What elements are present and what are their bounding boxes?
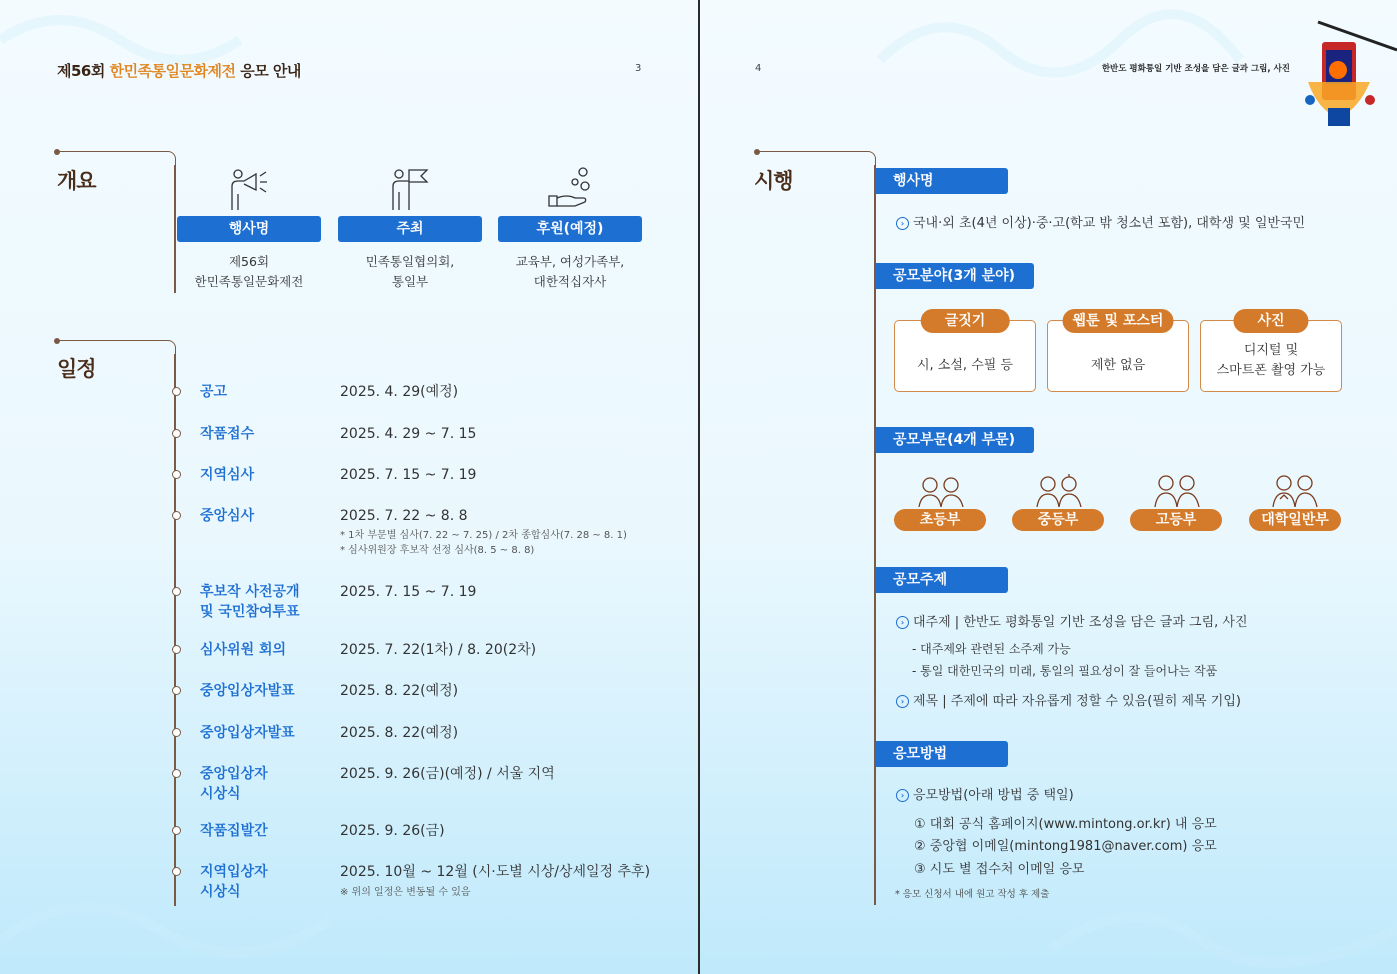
timeline-node <box>172 429 181 438</box>
field-card-writing <box>894 313 1036 392</box>
schedule-label: 중앙입상자발표 <box>200 683 295 699</box>
title-highlight: 한민족통일문화제전 <box>109 62 236 80</box>
timeline-node <box>172 587 181 596</box>
timeline-node <box>172 470 181 479</box>
schedule-label: 중앙입상자 시상식 <box>200 766 268 802</box>
field-card-title: 글짓기 <box>921 309 1010 333</box>
timeline-node <box>172 686 181 695</box>
title-prefix: 제56회 <box>57 62 110 80</box>
division-pill: 대학일반부 <box>1249 509 1341 531</box>
method-option-3: ③ 시도 별 접수처 이메일 응모 <box>914 862 1085 877</box>
theme-main-line <box>896 611 1248 630</box>
timeline-node <box>172 867 181 876</box>
field-card-desc: 제한 없음 <box>1090 358 1146 373</box>
schedule-note: * 1차 부문별 심사(7. 22 ~ 7. 25) / 2차 종합심사(7. 28 ~ 8. 1) * 심사위원장 후보작 선정 심사(8. 5 ~ 8. 8) <box>340 530 627 556</box>
title-suffix: 응모 안내 <box>235 62 301 80</box>
schedule-date: 2025. 8. 22(예정) <box>340 683 459 699</box>
schedule-date-text: 2025. 7. 22 ~ 8. 8 <box>340 508 468 524</box>
schedule-date: 2025. 4. 29 ~ 7. 15 <box>340 426 477 442</box>
division-pill: 중등부 <box>1012 509 1104 531</box>
field-card-webtoon <box>1047 313 1189 392</box>
division-pill: 초등부 <box>894 509 986 531</box>
schedule-label: 후보작 사전공개 및 국민참여투표 <box>200 584 300 620</box>
schedule-date: 2025. 9. 26(금) <box>340 823 445 839</box>
overview-heading: 개요 <box>57 169 96 193</box>
field-card-title: 웹툰 및 포스터 <box>1063 309 1174 333</box>
field-card-title: 사진 <box>1233 309 1308 333</box>
theme-sub-2: - 통일 대한민국의 미래, 통일의 필요성이 잘 들어나는 작품 <box>912 664 1218 678</box>
overview-desc-event: 제56회 한민족통일문화제전 <box>194 254 304 289</box>
overview-item-event <box>177 166 321 292</box>
timeline-node <box>172 387 181 396</box>
overview-item-host <box>338 166 482 292</box>
schedule-date: 2025. 7. 15 ~ 7. 19 <box>340 467 477 483</box>
method-footnote: * 응모 신청서 내에 원고 작성 후 제출 <box>895 889 1050 900</box>
schedule-label: 작품집발간 <box>200 823 268 839</box>
chevron-right-icon: › <box>896 217 909 230</box>
high-schoolers-icon <box>1153 473 1201 507</box>
right-page-number: 4 <box>755 63 762 74</box>
chevron-right-icon: › <box>896 616 909 629</box>
field-card-photo <box>1200 313 1342 392</box>
left-page-title <box>57 60 301 81</box>
timeline-node <box>172 511 181 520</box>
schedule-label: 작품접수 <box>200 426 255 442</box>
target-text: 국내·외 초(4년 이상)·중·고(학교 밖 청소년 포함), 대학생 및 일반국민 <box>913 216 1306 231</box>
hand-coins-icon <box>547 166 593 212</box>
field-card-desc: 디지털 및 스마트폰 촬영 가능 <box>1216 343 1326 378</box>
target-text-line <box>896 212 1305 231</box>
schedule-date: 2025. 4. 29(예정) <box>340 384 459 400</box>
schedule-note: ※ 위의 일정은 변동될 수 있음 <box>340 887 471 898</box>
schedule-bracket <box>57 340 176 355</box>
theme-title-rule: 제목 | 주제에 따라 자유롭게 정할 수 있음(필히 제목 기입) <box>913 694 1241 709</box>
left-page-number: 3 <box>635 63 642 74</box>
adults-icon <box>1271 473 1319 507</box>
theme-main: 대주제 | 한반도 평화통일 기반 조성을 담은 글과 그림, 사진 <box>913 615 1248 630</box>
overview-label-sponsor: 후원(예정) <box>498 216 642 242</box>
theme-tab: 공모주제 <box>876 567 1008 593</box>
theme-sub-1: - 대주제와 관련된 소주제 가능 <box>912 642 1071 656</box>
division-pill: 고등부 <box>1130 509 1222 531</box>
teens-icon <box>1035 473 1083 507</box>
divisions-tab: 공모부문(4개 부문) <box>876 427 1034 453</box>
method-option-1: ① 대회 공식 홈페이지(www.mintong.or.kr) 내 응모 <box>914 817 1217 832</box>
schedule-label: 지역입상자 시상식 <box>200 864 268 900</box>
overview-desc-sponsor: 교육부, 여성가족부, 대한적십자사 <box>515 254 625 289</box>
implementation-heading: 시행 <box>754 169 793 193</box>
schedule-label: 중앙입상자발표 <box>200 725 295 741</box>
right-page-title: 한반도 평화통일 기반 조성을 담은 글과 그림, 사진 <box>1101 64 1290 74</box>
method-tab: 응모방법 <box>876 741 1008 767</box>
chevron-right-icon: › <box>896 789 909 802</box>
overview-label-host: 주최 <box>338 216 482 242</box>
fields-tab: 공모분야(3개 분야) <box>876 263 1034 289</box>
overview-bracket <box>57 151 176 166</box>
overview-label-event: 행사명 <box>177 216 321 242</box>
implementation-bracket <box>757 151 876 166</box>
megaphone-person-icon <box>226 166 272 212</box>
field-card-desc: 시, 소설, 수필 등 <box>916 358 1013 373</box>
schedule-label: 중앙심사 <box>200 508 255 524</box>
schedule-date <box>340 506 660 558</box>
schedule-date-text: 2025. 10월 ~ 12월 (시·도별 시상/상세일정 추후) <box>340 864 651 880</box>
page-divider <box>698 0 700 974</box>
schedule-date: 2025. 9. 26(금)(예정) / 서울 지역 <box>340 766 555 782</box>
schedule-date: 2025. 7. 22(1차) / 8. 20(2차) <box>340 642 537 658</box>
method-lead: 응모방법(아래 방법 중 택일) <box>913 788 1074 803</box>
method-lead-line <box>896 784 1074 803</box>
schedule-heading: 일정 <box>57 357 96 381</box>
schedule-date: 2025. 7. 15 ~ 7. 19 <box>340 584 477 600</box>
chevron-right-icon: › <box>896 695 909 708</box>
timeline-node <box>172 769 181 778</box>
method-option-2: ② 중앙협 이메일(mintong1981@naver.com) 응모 <box>914 839 1217 854</box>
timeline-node <box>172 826 181 835</box>
overview-line <box>174 165 176 293</box>
schedule-label: 공고 <box>200 384 228 400</box>
overview-desc-host: 민족통일협의회, 통일부 <box>365 254 455 289</box>
schedule-date: 2025. 8. 22(예정) <box>340 725 459 741</box>
schedule-date <box>340 862 660 900</box>
timeline-node <box>172 645 181 654</box>
children-icon <box>917 473 965 507</box>
overview-item-sponsor <box>498 166 642 292</box>
schedule-label: 지역심사 <box>200 467 255 483</box>
target-tab: 행사명 <box>876 168 1008 194</box>
theme-title-line <box>896 690 1241 709</box>
lantern-emblem-icon <box>1298 20 1397 132</box>
flag-person-icon <box>387 166 433 212</box>
timeline-node <box>172 728 181 737</box>
schedule-label: 심사위원 회의 <box>200 642 287 658</box>
